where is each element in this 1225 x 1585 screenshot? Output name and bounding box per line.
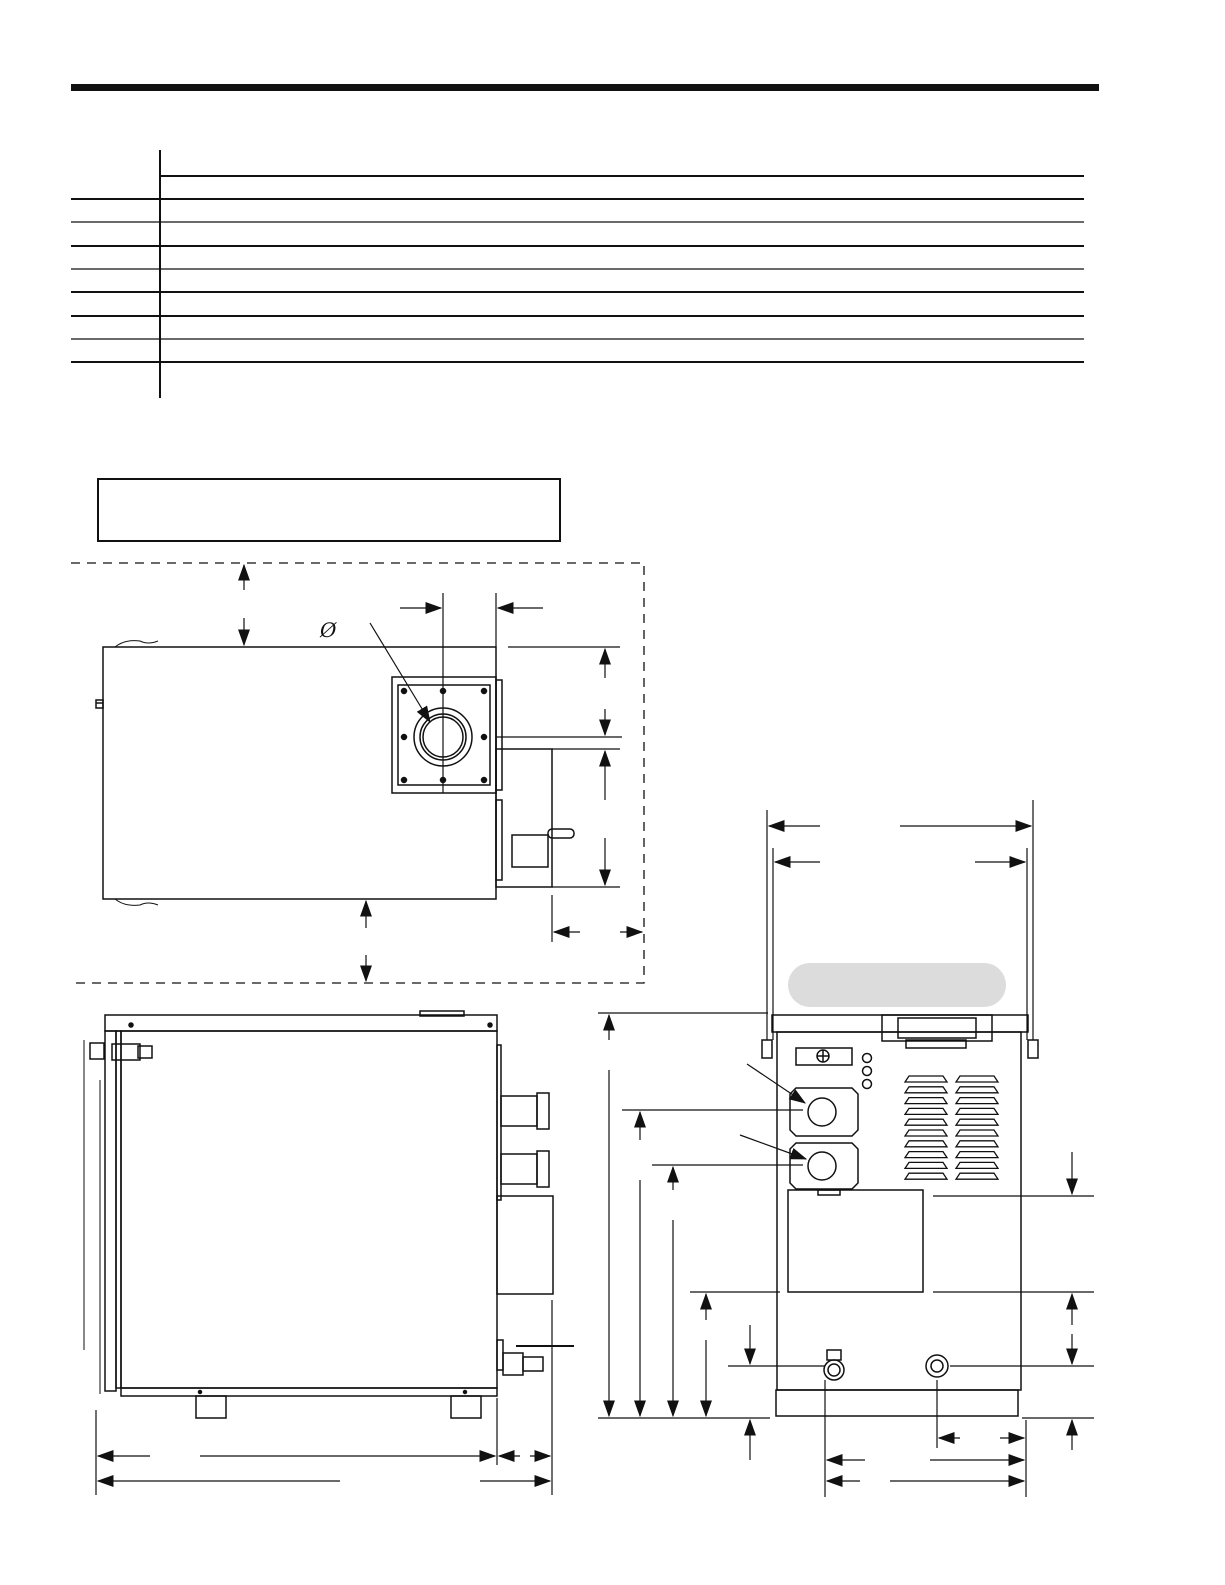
front-view (762, 963, 1038, 1416)
louver-slot (905, 1141, 947, 1147)
louver-slot (956, 1141, 998, 1147)
spec-table (71, 150, 1084, 398)
side-view (84, 1011, 574, 1418)
louver-slot (905, 1098, 947, 1104)
top-view-dimensions (244, 565, 642, 981)
top-view (96, 641, 574, 906)
louver-slot (956, 1173, 998, 1179)
louver-slot (956, 1076, 998, 1082)
louvers (905, 1076, 998, 1179)
louver-slot (956, 1119, 998, 1125)
louver-slot (956, 1152, 998, 1158)
louver-slot (905, 1162, 947, 1168)
side-view-dimensions (96, 1300, 552, 1495)
louver-slot (956, 1130, 998, 1136)
louver-slot (956, 1087, 998, 1093)
header-rule (71, 84, 1099, 91)
louver-slot (905, 1152, 947, 1158)
louver-slot (905, 1087, 947, 1093)
louver-slot (905, 1119, 947, 1125)
louver-slot (956, 1098, 998, 1104)
louver-slot (905, 1173, 947, 1179)
louver-slot (956, 1108, 998, 1114)
diameter-symbol: Ø (320, 618, 337, 642)
clearance-boundary (71, 563, 644, 983)
louver-slot (956, 1162, 998, 1168)
front-view-dimensions (598, 800, 1094, 1497)
note-box (98, 479, 560, 541)
louver-slot (905, 1130, 947, 1136)
louver-slot (905, 1076, 947, 1082)
louver-slot (905, 1108, 947, 1114)
